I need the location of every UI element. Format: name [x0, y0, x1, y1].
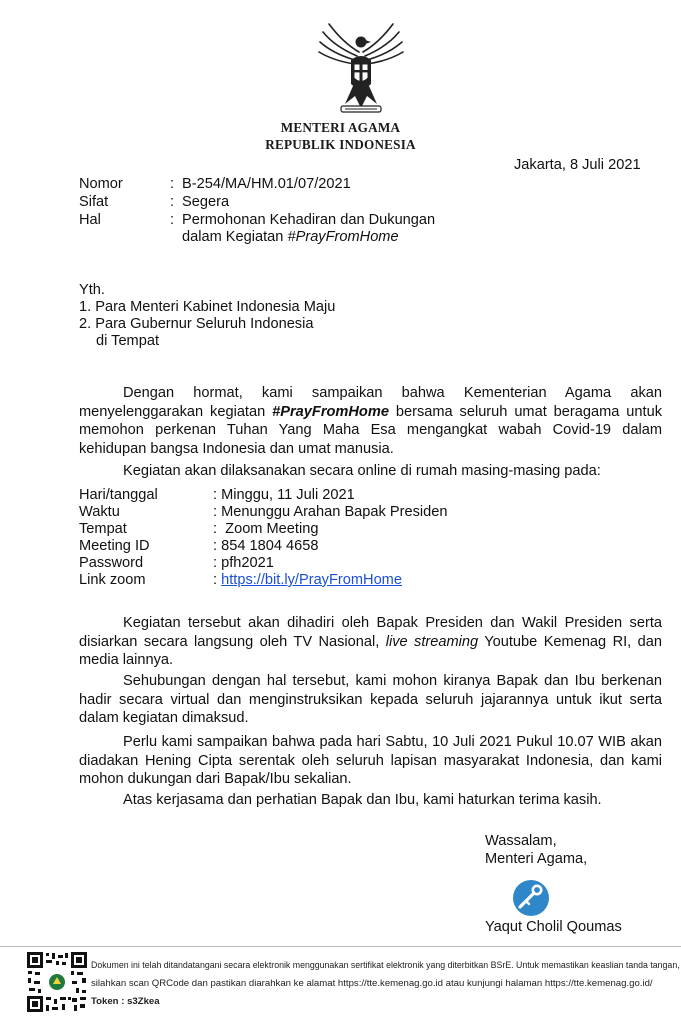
meta-colon: : — [170, 194, 175, 210]
meta-value-sifat: Segera — [182, 194, 230, 210]
recipient-item: 1. Para Menteri Kabinet Indonesia Maju — [79, 299, 336, 315]
signatory-name: Yaqut Cholil Qoumas — [485, 919, 622, 935]
detail-value: : Zoom Meeting — [213, 521, 319, 537]
footer-notice-line2: silahkan scan QRCode dan pastikan diarahkan ke alamat https://tte.kemenag.go.id atau kunjungi halaman https://tte.kemenag.go.id/ — [91, 978, 653, 989]
qr-code-icon[interactable] — [26, 951, 88, 1013]
meta-value-nomor: B-254/MA/HM.01/07/2021 — [182, 176, 351, 192]
meta-colon: : — [170, 176, 175, 192]
detail-label: Waktu — [79, 504, 120, 520]
detail-value: : https://bit.ly/PrayFromHome — [213, 572, 402, 588]
detail-value: : Minggu, 11 Juli 2021 — [213, 487, 355, 503]
footer-notice-line1: Dokumen ini telah ditandatangani secara elektronik menggunakan sertifikat elektronik yang diterbitkan BSrE. Untuk memastikan keaslian tanda tangan, — [91, 960, 680, 971]
closing-salutation: Wassalam, — [485, 833, 557, 849]
paragraph-attendance: Kegiatan tersebut akan dihadiri oleh Bapak Presiden dan Wakil Presiden serta disiarkan secara langsung oleh TV Nasional, live streaming Youtube Kemenag RI, dan media lainnya. — [79, 615, 662, 669]
letterhead-title: MENTERI AGAMA — [280, 120, 401, 135]
tte-signature-mark-icon — [512, 879, 550, 917]
detail-value: : Menunggu Arahan Bapak Presiden — [213, 504, 448, 520]
recipient-item: 2. Para Gubernur Seluruh Indonesia — [79, 316, 314, 332]
hashtag: #PrayFromHome — [287, 229, 399, 245]
footer-divider — [0, 946, 681, 947]
detail-label: Hari/tanggal — [79, 487, 158, 503]
meta-value-hal: Permohonan Kehadiran dan Dukungan — [182, 212, 436, 228]
detail-label: Link zoom — [79, 572, 146, 588]
recipient-place: di Tempat — [96, 333, 160, 349]
paragraph-opening: Dengan hormat, kami sampaikan bahwa Kementerian Agama akan menyelenggarakan kegiatan #PrayFromHome bersama seluruh umat beragama untuk memohon perkenan Tuhan Yang Maha Esa mengangkat wabah Covid-19 dalam kehidupan bangsa Indonesia dan umat manusia. — [79, 385, 662, 457]
detail-value: : 854 1804 4658 — [213, 538, 319, 554]
meta-label-hal: Hal — [79, 212, 101, 228]
footer-token: Token : s3Zkea — [91, 996, 160, 1007]
hashtag: #PrayFromHome — [272, 403, 389, 420]
meta-value-hal-line2: dalam Kegiatan #PrayFromHome — [182, 229, 399, 245]
paragraph-thanks: Atas kerjasama dan perhatian Bapak dan Ibu, kami haturkan terima kasih. — [123, 792, 602, 808]
recipient-greeting: Yth. — [79, 282, 105, 298]
letterhead-subtitle: REPUBLIK INDONESIA — [265, 137, 416, 152]
meta-label-sifat: Sifat — [79, 194, 109, 210]
garuda-emblem-icon — [315, 22, 407, 114]
detail-label: Meeting ID — [79, 538, 150, 554]
detail-label: Tempat — [79, 521, 127, 537]
closing-title: Menteri Agama, — [485, 851, 588, 867]
paragraph-request: Sehubungan dengan hal tersebut, kami mohon kiranya Bapak dan Ibu berkenan hadir secara virtual dan menginstruksikan kepada seluruh jajarannya untuk ikut serta dalam kegiatan dimaksud. — [79, 673, 662, 727]
place-date: Jakarta, 8 Juli 2021 — [514, 157, 641, 173]
detail-value: : pfh2021 — [213, 555, 274, 571]
detail-label: Password — [79, 555, 144, 571]
meta-colon: : — [170, 212, 175, 228]
paragraph-schedule-intro: Kegiatan akan dilaksanakan secara online di rumah masing-masing pada: — [123, 463, 601, 479]
paragraph-silence: Perlu kami sampaikan bahwa pada hari Sabtu, 10 Juli 2021 Pukul 10.07 WIB akan diadakan Hening Cipta serentak oleh seluruh lapisan masyarakat Indonesia, dan kami mohon dukungan dari Bapak/Ibu sekalian. — [79, 734, 662, 788]
meta-label-nomor: Nomor — [79, 176, 123, 192]
zoom-link[interactable]: https://bit.ly/PrayFromHome — [221, 572, 402, 588]
